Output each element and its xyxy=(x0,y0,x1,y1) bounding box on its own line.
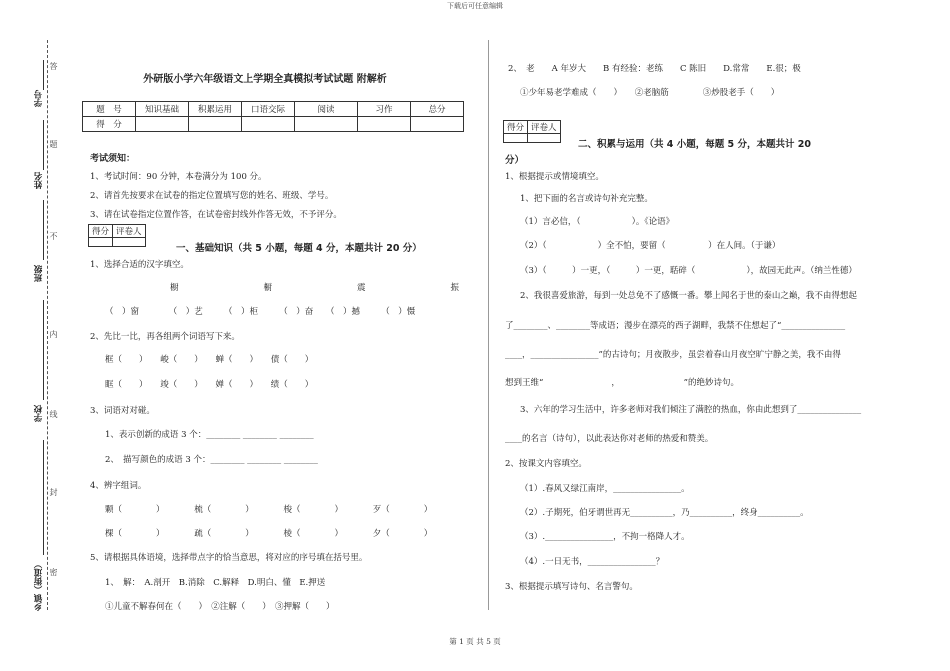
question-line: ____的名言（诗句），以此表达你对老师的热爱和赞美。 xyxy=(505,434,714,444)
question-line: 1、选择合适的汉字填空。 xyxy=(90,260,189,270)
scorebox-section2 xyxy=(503,120,561,143)
section2-heading: 二、积累与运用（共 4 小题，每题 5 分，本题共计 20 xyxy=(578,139,811,150)
question-line: ①儿童不解春何在（ ） ②注解（ ） ③押解（ ） xyxy=(105,602,335,612)
score-cell[interactable] xyxy=(189,117,242,132)
question-line: 3、词语对对碰。 xyxy=(90,406,155,416)
score-header: 阅读 xyxy=(295,102,358,117)
section2-heading-cont: 分） xyxy=(505,155,525,166)
fill-line xyxy=(43,60,44,90)
strip-char: 密 xyxy=(49,568,58,576)
question-line: （1）.春风又绿江南岸，________________。 xyxy=(520,484,690,494)
score-row-label: 得 分 xyxy=(83,117,136,132)
strip-char: 不 xyxy=(49,232,58,240)
question-line: 4、辨字组词。 xyxy=(90,481,147,491)
question-line: 2、先比一比，再各组两个词语写下来。 xyxy=(90,332,240,342)
question-line: 2、 老 A 年岁大 B 有经验：老练 C 陈旧 D.常常 E.很；极 xyxy=(508,64,801,74)
question-line: （ ）窗 （ ）艺 （ ）柜 （ ）奋 （ ）撼 （ ）慑 xyxy=(105,307,416,317)
strip-char: 答 xyxy=(49,62,58,70)
strip-label-student-id: 学号 xyxy=(34,90,44,107)
scorebox-section1 xyxy=(88,224,146,247)
score-header: 知识基础 xyxy=(136,102,189,117)
notice-item: 1、考试时间：90 分钟，本卷满分为 100 分。 xyxy=(90,172,267,182)
question-line: 橱 橱 震 振 xyxy=(170,283,460,293)
score-header: 题 号 xyxy=(83,102,136,117)
strip-label-school: 学校 xyxy=(34,405,44,422)
strip-label-town: 乡镇（街道） xyxy=(34,560,44,611)
question-line: （2）.子期死，伯牙谓世再无__________，乃__________，终身__________。 xyxy=(520,508,809,518)
fill-line xyxy=(43,300,44,400)
strip-char: 封 xyxy=(49,488,58,496)
score-header: 积累运用 xyxy=(189,102,242,117)
notice-item: 2、请首先按要求在试卷的指定位置填写您的姓名、班级、学号。 xyxy=(90,191,334,201)
score-cell[interactable] xyxy=(411,117,464,132)
strip-label-class: 班级 xyxy=(34,265,44,282)
score-cell[interactable] xyxy=(242,117,295,132)
question-line: （3）（ ）一更，（ ）一更，聒碎（ ），故园无此声。（纳兰性德） xyxy=(520,266,857,276)
top-note: 下载后可任意编辑 xyxy=(447,2,503,10)
strip-label-name: 姓名 xyxy=(34,172,44,189)
question-line: 2、我很喜爱旅游，每到一处总免不了感慨一番。攀上闻名于世的泰山之巅，我不由得想起 xyxy=(520,291,857,301)
question-line: 1、 解： A.剖开 B.消除 C.解释 D.明白、懂 E.押送 xyxy=(105,578,326,588)
fill-line xyxy=(43,440,44,555)
question-line: ____，________________”的古诗句；月夜散步，虽尝着春山月夜空旷宁静之美，我不由得 xyxy=(505,350,841,360)
question-line: （1）言必信，（ ）。《论语》 xyxy=(520,217,675,227)
scorebox-cell[interactable] xyxy=(504,134,528,143)
question-line: 框（ ） 峻（ ） 蝉（ ） 债（ ） xyxy=(105,355,314,365)
question-line: 了________、________等成语；漫步在漂亮的西子湖畔，我禁不住想起了“_______________ xyxy=(505,321,846,331)
scorebox-cell[interactable] xyxy=(89,238,113,247)
score-header: 口语交际 xyxy=(242,102,295,117)
question-line: 2、 描写颜色的成语 3 个：________ ________ ________ xyxy=(105,455,318,465)
section1-heading: 一、基础知识（共 5 小题，每题 4 分，本题共计 20 分） xyxy=(176,243,422,254)
question-line: 1、表示创新的成语 3 个：________ ________ ________ xyxy=(105,430,314,440)
question-line: 想到王维“ ， ”的绝妙诗句。 xyxy=(505,378,739,388)
score-cell[interactable] xyxy=(358,117,411,132)
scorebox-grader-label: 评卷人 xyxy=(528,121,561,134)
question-line: （4）.一日无书，________________？ xyxy=(520,557,665,567)
column-divider xyxy=(488,40,489,610)
question-line: 颗（ ） 梳（ ） 梭（ ） 歹（ ） xyxy=(105,505,433,515)
question-line: 眶（ ） 竣（ ） 婵（ ） 绩（ ） xyxy=(105,380,314,390)
question-line: 3、根据提示填写诗句、名言警句。 xyxy=(505,582,638,592)
question-line: 5、请根据具体语境，选择带点字的恰当意思，将对应的序号填在括号里。 xyxy=(90,553,368,563)
question-line: （3）.________________，不拘一格降人才。 xyxy=(520,532,690,542)
notice-heading: 考试须知： xyxy=(90,154,136,164)
fill-line xyxy=(43,120,44,170)
strip-char: 内 xyxy=(49,330,58,338)
question-line: （2）（ ）全不怕，要留（ ）在人间。（于谦） xyxy=(520,241,781,251)
score-table xyxy=(82,101,464,132)
strip-char: 线 xyxy=(49,410,58,418)
score-header: 总分 xyxy=(411,102,464,117)
scorebox-cell[interactable] xyxy=(528,134,561,143)
question-line: 1、把下面的名言或诗句补充完整。 xyxy=(520,194,653,204)
question-line: 3、六年的学习生活中，许多老师对我们倾注了满腔的热血，你由此想到了_______________ xyxy=(520,405,862,415)
scorebox-score-label: 得分 xyxy=(89,225,113,238)
scorebox-cell[interactable] xyxy=(113,238,146,247)
scorebox-score-label: 得分 xyxy=(504,121,528,134)
question-line: 棵（ ） 疏（ ） 棱（ ） 夕（ ） xyxy=(105,529,433,539)
question-line: 1、根据提示或情境填空。 xyxy=(505,172,604,182)
fill-line xyxy=(43,200,44,260)
binding-line xyxy=(47,40,48,610)
question-line: ①少年易老学难成（ ） ②老脑筋 ③炒股老手（ ） xyxy=(520,88,780,98)
score-cell[interactable] xyxy=(295,117,358,132)
page-footer: 第 1 页 共 5 页 xyxy=(449,637,501,646)
notice-item: 3、请在试卷指定位置作答，在试卷密封线外作答无效，不予评分。 xyxy=(90,210,342,220)
strip-char: 题 xyxy=(49,140,58,148)
score-header: 习作 xyxy=(358,102,411,117)
score-cell[interactable] xyxy=(136,117,189,132)
question-line: 2、按课文内容填空。 xyxy=(505,459,587,469)
page-title: 外研版小学六年级语文上学期全真模拟考试试题 附解析 xyxy=(143,74,387,85)
scorebox-grader-label: 评卷人 xyxy=(113,225,146,238)
